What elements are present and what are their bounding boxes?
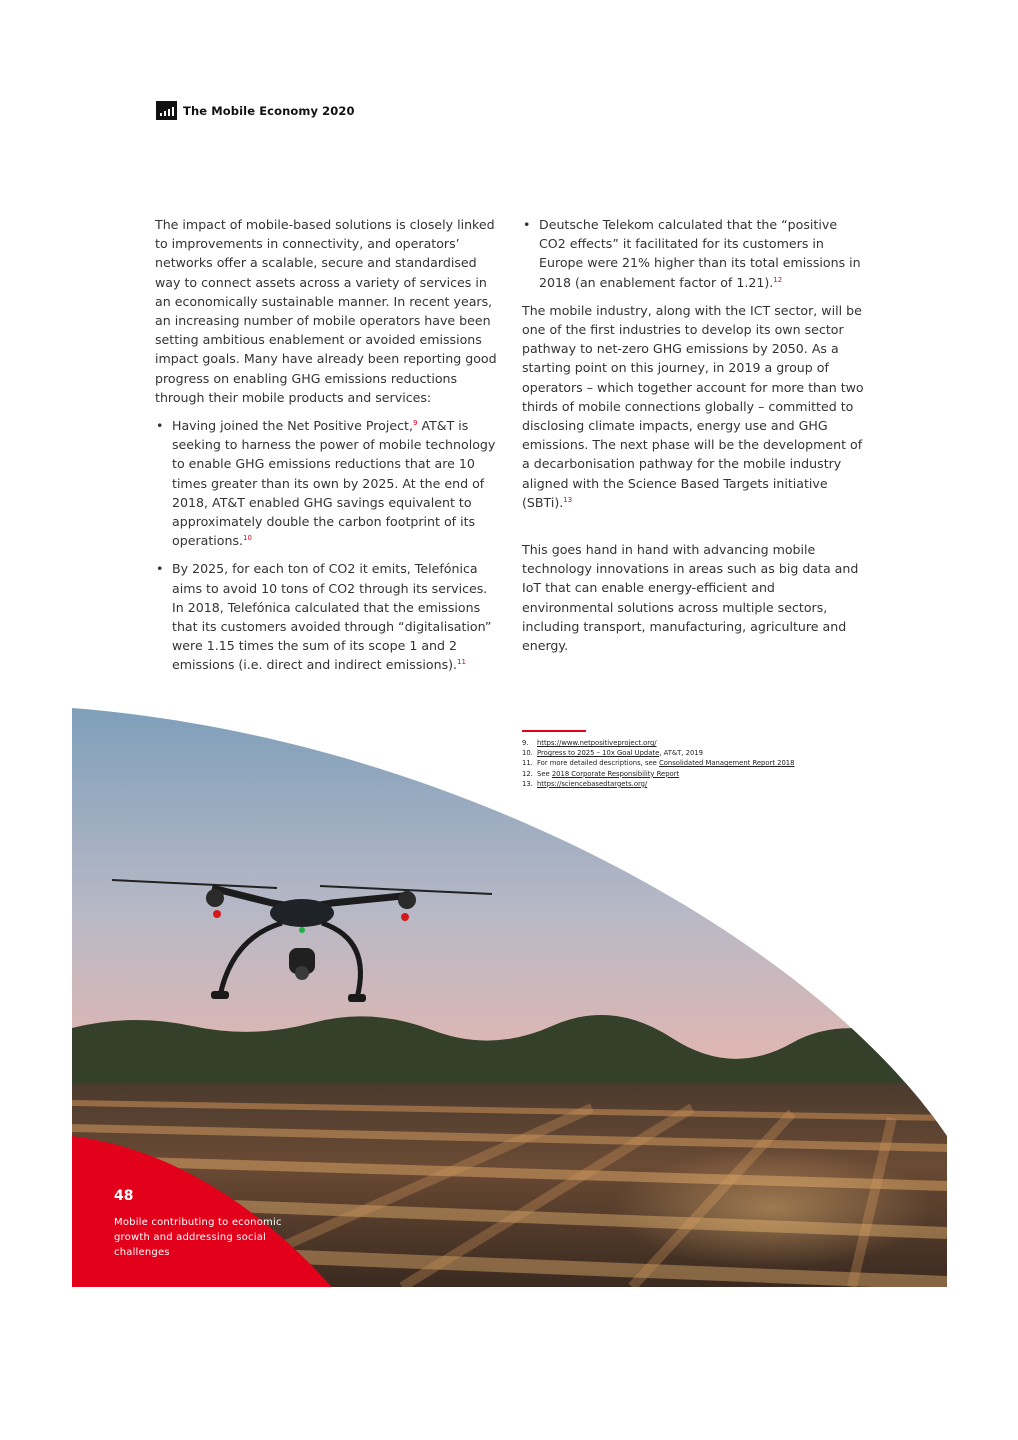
footnote-ref-13[interactable]: 13 — [563, 495, 573, 504]
footnote-ref-10[interactable]: 10 — [243, 534, 252, 543]
publication-title: The Mobile Economy 2020 — [183, 103, 355, 118]
list-item-deutsche-telekom: • Deutsche Telekom calculated that the “positive CO2 effects” it facilitated for its customers in Europe were 21% higher than its total emissions in 2018 (an enablement factor of 1.21).$^{12}$ — [522, 215, 867, 292]
gsma-logo-icon — [156, 101, 177, 120]
list-item-att: • Having joined the Net Positive Project,$^9$ AT&T is seeking to harness the power of mobile technology to enable GHG emissions reductions that are 10 times greater than its own by 2025. At the end of 2018, AT&T enabled GHG savings equivalent to approximately double the carbon footprint of its operations.$^{10}$ — [155, 416, 500, 550]
footnote-ref-9[interactable]: 9 — [412, 418, 418, 427]
operator-examples-list — [155, 416, 500, 675]
industry-pathway-paragraph: The mobile industry, along with the ICT sector, will be one of the first industries to develop its own sector pathway to net-zero GHG emissions by 2050. As a starting point on this journey, in 2019 a group of operators – which together account for more than two thirds of mobile connections globally – committed to disclosing climate impacts, energy use and GHG emissions. The next phase will be the development of a decarbonisation pathway for the mobile industry aligned with the Science Based Targets initiative (SBTi).$^{13}$ — [522, 302, 864, 510]
footnote-link[interactable]: 2018 Corporate Responsibility Report — [551, 769, 680, 778]
footnote-ref-12[interactable]: 12 — [773, 275, 783, 284]
footnote-ref-11[interactable]: 11 — [457, 658, 466, 667]
footnote-10: 10. Progress to 2025 – 10x Goal Update, AT&T, 2019 — [522, 749, 703, 758]
footnote-link[interactable]: Consolidated Management Report 2018 — [659, 759, 795, 768]
footnote-9: 9. https://www.netpositiveproject.org/ — [522, 739, 657, 747]
drone-field-photo — [72, 708, 947, 1287]
footnote-link[interactable]: Progress to 2025 – 10x Goal Update — [537, 749, 660, 758]
section-title: Mobile contributing to economic growth and addressing social challenges — [114, 1217, 282, 1258]
innovation-paragraph: This goes hand in hand with advancing mobile technology innovations in areas such as big data and IoT that can enable energy-efficient and environmental solutions across multiple sectors, including transport, manufacturing, agriculture and energy. — [522, 542, 859, 654]
operator-examples-list-cont — [522, 215, 867, 292]
page-number: 48 — [114, 1188, 134, 1204]
footnote-11: 11. For more detailed descriptions, see Consolidated Management Report 2018 — [522, 759, 795, 768]
intro-paragraph: The impact of mobile-based solutions is closely linked to improvements in connectivity, and operators’ networks offer a scalable, secure and standardised way to connect assets across a variety of services in an economically sustainable manner. In recent years, an increasing number of mobile operators have been setting ambitious enablement or avoided emissions impact goals. Many have already been reporting good progress on enabling GHG emissions reductions through their mobile products and services: — [155, 217, 497, 405]
page-header — [156, 101, 355, 120]
left-column — [155, 215, 500, 675]
footnote-link[interactable]: https://www.netpositiveproject.org/ — [537, 739, 657, 747]
right-column — [522, 215, 867, 655]
footnote-link[interactable]: https://sciencebasedtargets.org/ — [537, 779, 648, 788]
footnote-13: 13. https://sciencebasedtargets.org/ — [522, 779, 648, 788]
list-item-telefonica: • By 2025, for each ton of CO2 it emits, Telefónica aims to avoid 10 tons of CO2 through its services. In 2018, Telefónica calculated that the emissions that its customers avoided through “digitalisation” were 1.15 times the sum of its scope 1 and 2 emissions (i.e. direct and indirect emissions).$^{11}$ — [155, 559, 500, 674]
footnote-12: 12. See 2018 Corporate Responsibility Report — [522, 769, 680, 778]
